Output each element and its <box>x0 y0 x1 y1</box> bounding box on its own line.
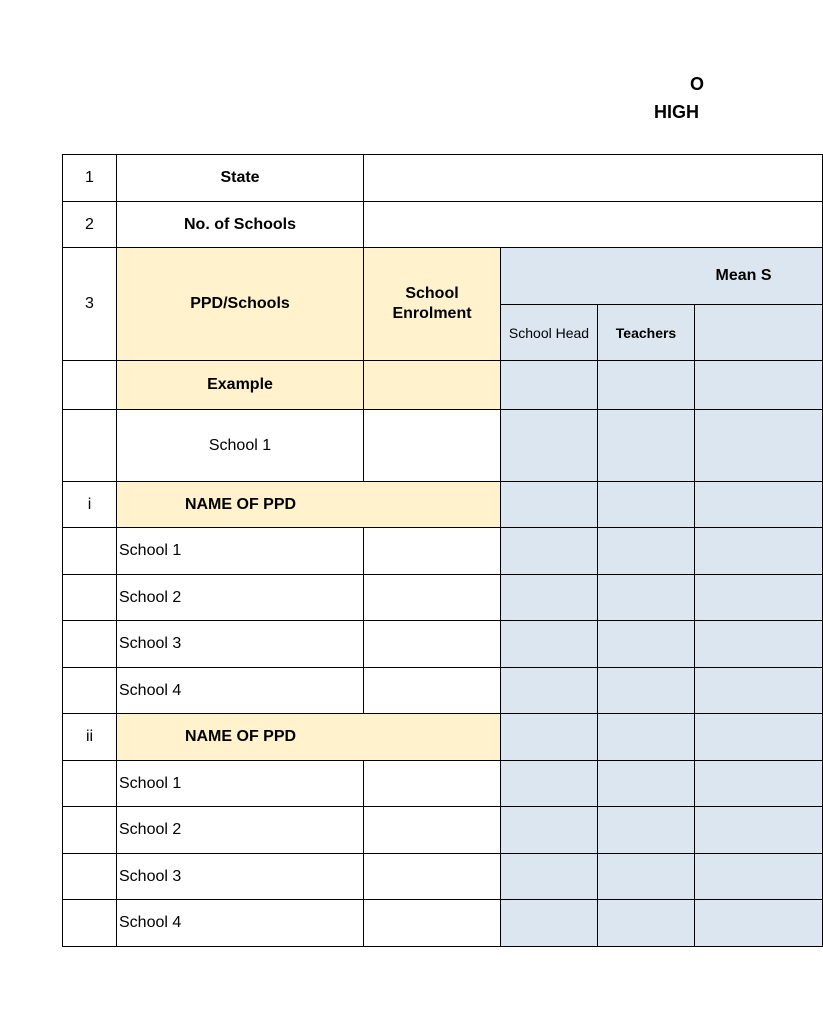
row-header-top <box>63 248 823 305</box>
example-label: Example <box>117 361 364 410</box>
enrolment-cell[interactable] <box>364 900 501 947</box>
row-number <box>63 668 117 714</box>
school-row <box>63 854 823 900</box>
row-example-school <box>63 410 823 482</box>
extra-cell[interactable] <box>695 482 823 528</box>
school-row <box>63 807 823 854</box>
row-number <box>63 807 117 854</box>
school-head-cell[interactable] <box>501 575 598 621</box>
school-head-cell[interactable] <box>501 900 598 947</box>
school-row <box>63 668 823 714</box>
row-number <box>63 361 117 410</box>
row-no-of-schools <box>63 202 823 248</box>
school-head-cell[interactable] <box>501 761 598 807</box>
extra-cell[interactable] <box>695 528 823 575</box>
row-number <box>63 528 117 575</box>
school-row <box>63 528 823 575</box>
school-row <box>63 621 823 668</box>
extra-cell[interactable] <box>695 714 823 761</box>
enrolment-cell[interactable] <box>364 528 501 575</box>
school-name: School 2 <box>117 807 364 854</box>
teachers-cell[interactable] <box>598 621 695 668</box>
extra-cell[interactable] <box>695 361 823 410</box>
extra-cell[interactable] <box>695 410 823 482</box>
school-head-cell[interactable] <box>501 410 598 482</box>
school-head-cell[interactable] <box>501 807 598 854</box>
school-head-header: School Head <box>501 305 598 361</box>
teachers-cell[interactable] <box>598 482 695 528</box>
row-number: 1 <box>63 155 117 202</box>
report-title-line1: O <box>690 74 705 94</box>
school-head-cell[interactable] <box>501 668 598 714</box>
enrolment-cell[interactable] <box>364 854 501 900</box>
row-ppd-group-1 <box>63 482 823 528</box>
school-row <box>63 575 823 621</box>
row-state <box>63 155 823 202</box>
teachers-cell[interactable] <box>598 528 695 575</box>
state-value-cell[interactable] <box>364 155 823 202</box>
school-name: School 3 <box>117 854 364 900</box>
teachers-cell[interactable] <box>598 900 695 947</box>
school-head-cell[interactable] <box>501 361 598 410</box>
enrolment-line1: School <box>405 285 459 302</box>
extra-cell[interactable] <box>695 621 823 668</box>
school-name: School 2 <box>117 575 364 621</box>
example-school-name: School 1 <box>117 410 364 482</box>
row-number <box>63 854 117 900</box>
ppd-name: NAME OF PPD <box>117 714 501 761</box>
enrolment-cell[interactable] <box>364 761 501 807</box>
state-label: State <box>117 155 364 202</box>
school-head-cell[interactable] <box>501 528 598 575</box>
extra-cell[interactable] <box>695 761 823 807</box>
school-name: School 3 <box>117 621 364 668</box>
row-number <box>63 621 117 668</box>
row-number <box>63 761 117 807</box>
enrolment-cell[interactable] <box>364 807 501 854</box>
teachers-cell[interactable] <box>598 761 695 807</box>
enrolment-cell[interactable] <box>364 361 501 410</box>
enrolment-line2: Enrolment <box>392 305 472 322</box>
teachers-header: Teachers <box>598 305 695 361</box>
no-of-schools-value-cell[interactable] <box>364 202 823 248</box>
school-name: School 4 <box>117 668 364 714</box>
teachers-cell[interactable] <box>598 410 695 482</box>
school-name: School 1 <box>117 761 364 807</box>
extra-cell[interactable] <box>695 854 823 900</box>
enrolment-cell[interactable] <box>364 621 501 668</box>
teachers-cell[interactable] <box>598 668 695 714</box>
school-head-cell[interactable] <box>501 714 598 761</box>
row-number: 3 <box>63 248 117 361</box>
extra-cell[interactable] <box>695 807 823 854</box>
no-of-schools-label: No. of Schools <box>117 202 364 248</box>
teachers-cell[interactable] <box>598 361 695 410</box>
extra-cell[interactable] <box>695 668 823 714</box>
extra-cell[interactable] <box>695 575 823 621</box>
school-head-cell[interactable] <box>501 482 598 528</box>
school-head-cell[interactable] <box>501 621 598 668</box>
teachers-cell[interactable] <box>598 807 695 854</box>
school-name: School 1 <box>117 528 364 575</box>
mean-score-header: Mean S <box>501 248 823 305</box>
school-row <box>63 761 823 807</box>
school-head-cell[interactable] <box>501 854 598 900</box>
teachers-cell[interactable] <box>598 714 695 761</box>
teachers-cell[interactable] <box>598 575 695 621</box>
row-number: 2 <box>63 202 117 248</box>
school-table <box>62 154 823 947</box>
row-number <box>63 900 117 947</box>
school-row <box>63 900 823 947</box>
school-name: School 4 <box>117 900 364 947</box>
enrolment-cell[interactable] <box>364 668 501 714</box>
extra-cell[interactable] <box>695 900 823 947</box>
row-number: i <box>63 482 117 528</box>
row-example <box>63 361 823 410</box>
enrolment-cell[interactable] <box>364 410 501 482</box>
report-title-line2: HIGH <box>654 102 699 122</box>
row-number <box>63 410 117 482</box>
enrolment-cell[interactable] <box>364 575 501 621</box>
school-enrolment-header <box>364 248 501 361</box>
row-ppd-group-2 <box>63 714 823 761</box>
row-number: ii <box>63 714 117 761</box>
ppd-name: NAME OF PPD <box>117 482 501 528</box>
ppd-schools-header: PPD/Schools <box>117 248 364 361</box>
extra-header-cell <box>695 305 823 361</box>
teachers-cell[interactable] <box>598 854 695 900</box>
row-number <box>63 575 117 621</box>
